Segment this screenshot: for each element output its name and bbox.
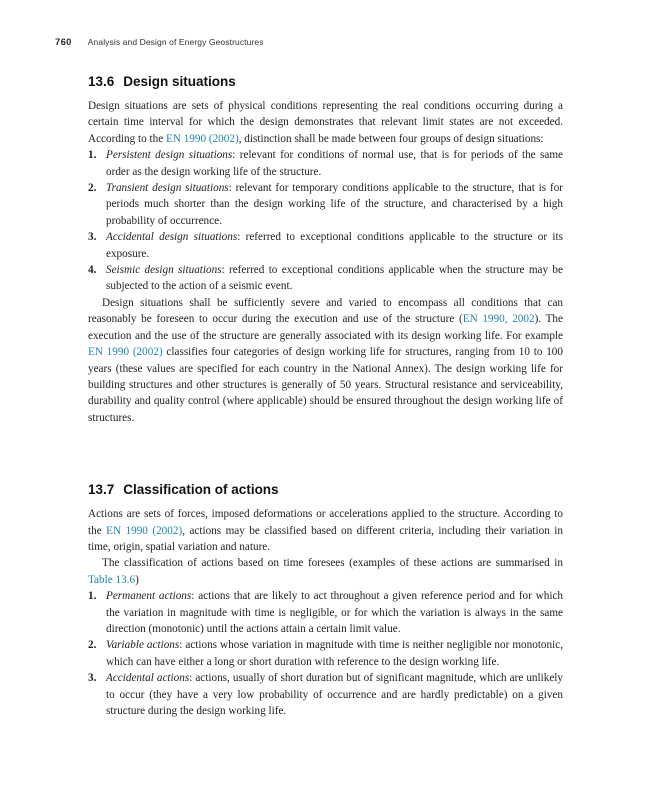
page-number: 760 [55,37,72,48]
paragraph-design-situations-2 [88,295,563,426]
item-text: : referred to exceptional conditions applicable when the structure may be subjected to the action of a seismic event. [106,264,563,293]
actions-classification-list [88,588,563,719]
citation-link-en1990[interactable]: EN 1990 (2002) [106,524,183,537]
text-run: Design situations are sets of physical conditions representing the real conditions occurring during a certain time interval for which the design demonstrates that relevant limit states are not exceeded. According to the [88,100,563,145]
citation-link-en1990[interactable]: EN 1990, 2002 [462,313,535,326]
item-term: Persistent design situations [106,149,233,162]
item-term: Seismic design situations [106,264,222,277]
paragraph-actions-intro [88,506,563,555]
paragraph-design-situations-intro [88,98,563,147]
item-term: Accidental design situations [106,231,238,244]
table-reference-link[interactable]: Table 13.6 [88,573,136,586]
list-item-accidental-actions [88,670,563,719]
paragraph-classification-time [88,555,563,588]
item-text: : relevant for conditions of normal use, that is for periods of the same order as the design working life of the structure. [106,149,564,178]
item-text: : relevant for temporary conditions applicable to the structure, that is for periods much shorter than the design working life of the structure, and characterised by a high probability of occurrence. [106,182,564,227]
section-number: 13.6 [88,74,115,89]
item-text: : actions that are likely to act throughout a given reference period and for which the variation in magnitude with time is negligible, or for which the variation is always in the same direction (monotonic) until the actions attain a certain limit value. [106,590,564,635]
item-number: 1. [88,149,97,162]
text-run: ) [135,573,139,586]
text-run: classifies four categories of design working life for structures, ranging from 10 to 100 years (these values are specified for each country in the National Annex). The design working life for building structures and other structures is generally of 50 years. Structural resistance and serviceability, durability and quality control (where applicable) should be ensured throughout the design working life of structures. [88,346,563,424]
list-item-variable-actions [88,637,563,670]
section-heading-13-6 [88,74,563,90]
text-run: ). The execution and the use of the structure are generally associated with its design working life. For example [88,313,563,342]
item-number: 1. [88,590,97,603]
section-heading-13-7 [88,482,563,498]
item-text: : referred to exceptional conditions applicable to the structure or its exposure. [106,231,564,260]
section-title: Classification of actions [123,482,279,498]
citation-link-en1990[interactable]: EN 1990 (2002) [165,132,239,145]
item-term: Permanent actions [106,590,192,603]
text-run: The classification of actions based on time foresees (examples of these actions are summarised in [102,557,563,570]
item-number: 2. [88,639,97,652]
page-header [55,37,593,48]
list-item-persistent [88,147,563,180]
text-run: , actions may be classified based on different criteria, including their variation in time, origin, spatial variation and nature. [88,524,563,553]
list-item-accidental [88,229,563,262]
section-number: 13.7 [88,482,115,498]
list-item-permanent-actions [88,588,563,637]
design-situations-list [88,147,563,295]
list-item-seismic [88,262,563,295]
item-term: Variable actions [106,639,180,652]
item-term: Accidental actions [106,672,190,685]
running-title: Analysis and Design of Energy Geostructures [87,37,264,47]
section-title: Design situations [123,74,236,89]
citation-link-en1990[interactable]: EN 1990 (2002) [88,346,163,359]
item-text: : actions, usually of short duration but of significant magnitude, which are unlikely to occur (they have a very low probability of occurrence and are hardly predictable) on a given structure during the design working life. [106,672,563,717]
item-number: 4. [88,264,97,277]
item-number: 2. [88,182,97,195]
text-run: Design situations shall be sufficiently severe and varied to encompass all conditions that can reasonably be foreseen to occur during the execution and use of the structure ( [88,296,563,326]
list-item-transient [88,180,563,229]
text-run: Actions are sets of forces, imposed deformations or accelerations applied to the structure. According to the [88,508,563,537]
item-term: Transient design situations [106,182,229,195]
text-run: , distinction shall be made between four groups of design situations: [238,132,544,145]
item-number: 3. [88,231,97,244]
item-text: : actions whose variation in magnitude with time is neither negligible nor monotonic, which can have either a long or short duration with reference to the design working life. [106,639,563,668]
page-content [88,68,563,719]
item-number: 3. [88,672,97,685]
